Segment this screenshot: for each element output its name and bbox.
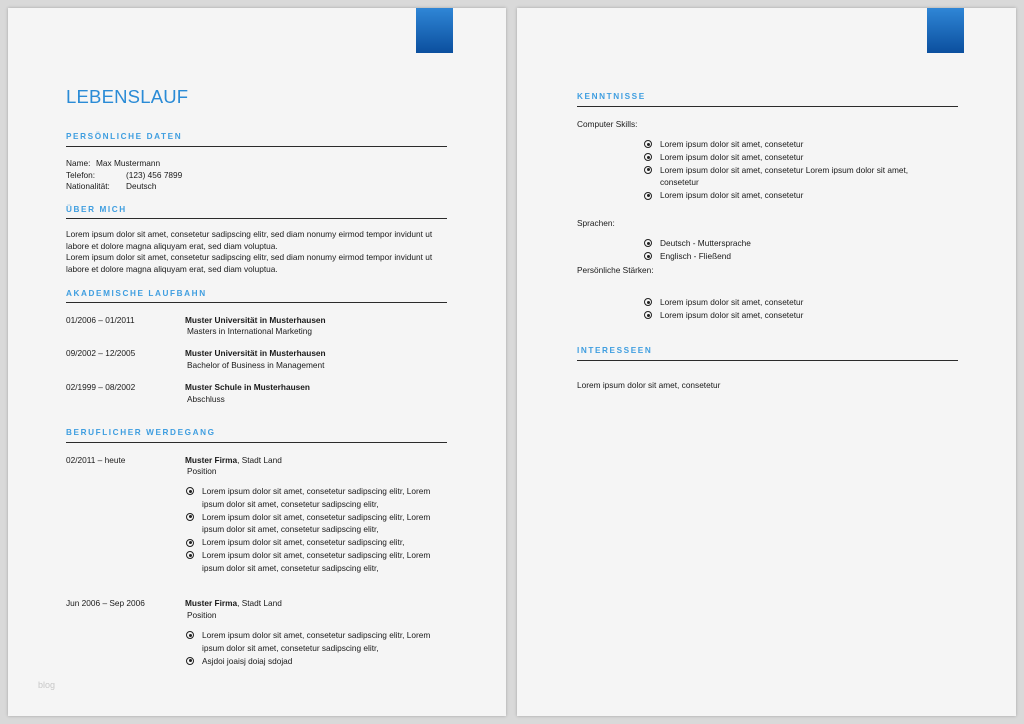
section-heading-career: BERUFLICHER WERDEGANG xyxy=(66,428,216,437)
about-line: labore et dolore magna aliquyam erat, sed diam voluptua. xyxy=(66,240,278,251)
about-line: Lorem ipsum dolor sit amet, consetetur sadipscing elitr, sed diam nonumy eirmod tempor invidunt ut xyxy=(66,229,433,239)
strengths-label: Persönliche Stärken: xyxy=(577,265,654,275)
academic-detail: Bachelor of Business in Management xyxy=(187,360,325,370)
academic-dates: 02/1999 – 08/2002 xyxy=(66,382,136,392)
resume-page-2 xyxy=(517,8,1016,716)
section-divider xyxy=(66,442,447,443)
career-company xyxy=(185,455,282,467)
academic-institution: Muster Schule in Musterhausen xyxy=(185,382,310,392)
list-item-continuation: consetetur xyxy=(660,177,699,188)
section-heading-personal: PERSÖNLICHE DATEN xyxy=(66,132,183,141)
list-item: Lorem ipsum dolor sit amet, consetetur sadipscing elitr, Lorem xyxy=(185,549,430,562)
list-item: Deutsch - Muttersprache xyxy=(643,237,751,250)
academic-institution: Muster Universität in Musterhausen xyxy=(185,348,326,358)
section-divider xyxy=(66,302,447,303)
phone-value: (123) 456 7899 xyxy=(126,170,183,180)
document-title: LEBENSLAUF xyxy=(66,86,189,107)
list-item: Lorem ipsum dolor sit amet, consetetur sadipscing elitr, xyxy=(185,536,430,549)
company-name: Muster Firma xyxy=(185,455,238,465)
interests-text: Lorem ipsum dolor sit amet, consetetur xyxy=(577,380,721,390)
languages-list xyxy=(643,237,751,263)
about-line: Lorem ipsum dolor sit amet, consetetur sadipscing elitr, sed diam nonumy eirmod tempor invidunt ut xyxy=(66,252,433,263)
phone-label: Telefon: xyxy=(66,170,96,180)
resume-page-1 xyxy=(8,8,506,716)
career-position: Position xyxy=(187,610,217,620)
section-divider xyxy=(66,146,447,147)
list-item: Asjdoi joaisj doiaj sdojad xyxy=(185,655,430,668)
list-item-continuation: ipsum dolor sit amet, consetetur sadipscing elitr, xyxy=(202,642,379,653)
computer-skills-list xyxy=(643,138,908,202)
list-item: Lorem ipsum dolor sit amet, consetetur xyxy=(643,138,908,151)
computer-skills-label: Computer Skills: xyxy=(577,119,638,129)
company-name: Muster Firma xyxy=(185,598,238,608)
list-item: Lorem ipsum dolor sit amet, consetetur xyxy=(643,189,908,202)
blue-corner-tab xyxy=(416,8,453,53)
academic-institution: Muster Universität in Musterhausen xyxy=(185,315,326,325)
section-heading-interests: INTERESSEEN xyxy=(577,346,653,355)
strengths-list xyxy=(643,296,803,322)
section-divider xyxy=(66,218,447,219)
list-item: Lorem ipsum dolor sit amet, consetetur xyxy=(643,296,803,309)
section-divider xyxy=(577,360,958,361)
career-dates: Jun 2006 – Sep 2006 xyxy=(66,598,145,608)
name-value: Max Mustermann xyxy=(96,158,161,168)
list-item: Lorem ipsum dolor sit amet, consetetur xyxy=(643,309,803,322)
list-item: Lorem ipsum dolor sit amet, consetetur Lorem ipsum dolor sit amet, xyxy=(643,164,908,177)
academic-detail: Masters in International Marketing xyxy=(187,326,312,336)
career-bullet-list xyxy=(185,629,430,667)
academic-detail: Abschluss xyxy=(187,394,225,404)
career-position: Position xyxy=(187,466,217,476)
career-company xyxy=(185,598,282,610)
name-label: Name: xyxy=(66,158,91,168)
nationality-value: Deutsch xyxy=(126,181,157,191)
languages-label: Sprachen: xyxy=(577,218,615,228)
list-item: Lorem ipsum dolor sit amet, consetetur sadipscing elitr, Lorem xyxy=(185,629,430,642)
section-heading-academic: AKADEMISCHE LAUFBAHN xyxy=(66,289,207,298)
list-item: Lorem ipsum dolor sit amet, consetetur xyxy=(643,151,908,164)
section-divider xyxy=(577,106,958,107)
academic-dates: 01/2006 – 01/2011 xyxy=(66,315,135,325)
list-item-continuation: ipsum dolor sit amet, consetetur sadipscing elitr, xyxy=(202,524,379,535)
list-item: Lorem ipsum dolor sit amet, consetetur sadipscing elitr, Lorem xyxy=(185,511,430,524)
about-text xyxy=(66,229,452,275)
list-item-continuation: ipsum dolor sit amet, consetetur sadipscing elitr, xyxy=(202,562,379,573)
career-bullet-list xyxy=(185,485,430,575)
blue-corner-tab xyxy=(927,8,964,53)
list-item: Englisch - Fließend xyxy=(643,250,751,263)
watermark-text: blog xyxy=(38,680,56,690)
about-line: labore et dolore magna aliquyam erat, sed diam voluptua. xyxy=(66,263,278,274)
list-item-continuation: ipsum dolor sit amet, consetetur sadipscing elitr, xyxy=(202,498,379,509)
list-item: Lorem ipsum dolor sit amet, consetetur sadipscing elitr, Lorem xyxy=(185,485,430,498)
nationality-label: Nationalität: xyxy=(66,181,110,191)
company-location: , Stadt Land xyxy=(237,455,282,465)
section-heading-about: ÜBER MICH xyxy=(66,205,127,214)
section-heading-skills: KENNTNISSE xyxy=(577,92,646,101)
career-dates: 02/2011 – heute xyxy=(66,455,126,465)
company-location: , Stadt Land xyxy=(237,598,282,608)
academic-dates: 09/2002 – 12/2005 xyxy=(66,348,136,358)
